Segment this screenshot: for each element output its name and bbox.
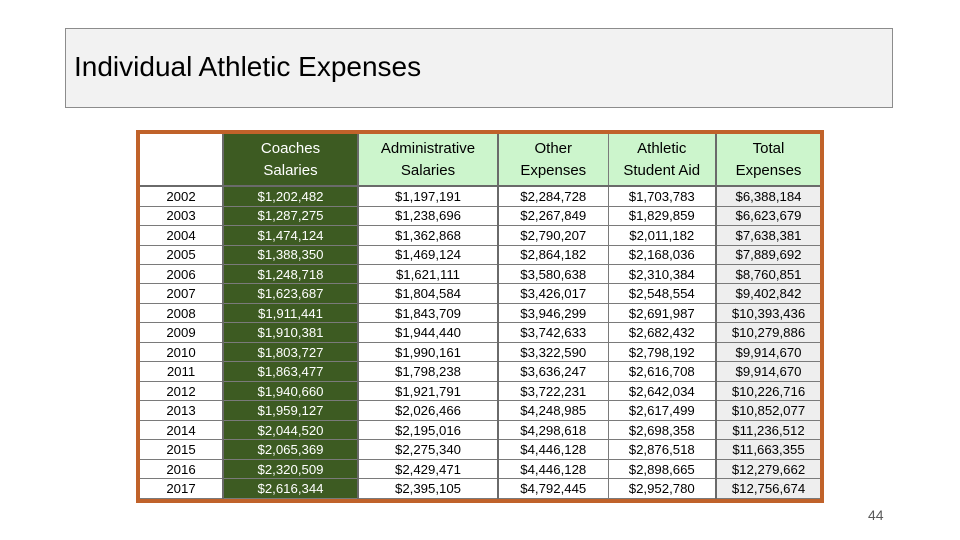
year-cell: 2007 (140, 284, 223, 303)
other-expenses-cell: $4,298,618 (498, 420, 608, 439)
athletic-student-aid-cell: $2,642,034 (608, 381, 716, 400)
administrative-salaries-cell: $1,469,124 (358, 245, 498, 264)
athletic-student-aid-cell: $2,698,358 (608, 420, 716, 439)
other-expenses-cell: $3,722,231 (498, 381, 608, 400)
header-coaches-line1: Coaches (260, 139, 321, 157)
other-expenses-cell: $2,864,182 (498, 245, 608, 264)
year-cell: 2005 (140, 245, 223, 264)
other-expenses-cell: $3,636,247 (498, 362, 608, 381)
athletic-student-aid-cell: $2,617,499 (608, 401, 716, 420)
total-expenses-cell: $6,388,184 (716, 186, 820, 206)
other-expenses-cell: $2,790,207 (498, 226, 608, 245)
athletic-student-aid-cell: $2,548,554 (608, 284, 716, 303)
other-expenses-cell: $3,322,590 (498, 342, 608, 361)
administrative-salaries-cell: $2,395,105 (358, 479, 498, 499)
total-expenses-cell: $9,914,670 (716, 342, 820, 361)
coaches-salaries-cell: $1,910,381 (223, 323, 358, 342)
header-aid-line1: Athletic (637, 139, 687, 157)
table-row (140, 420, 820, 439)
administrative-salaries-cell: $2,195,016 (358, 420, 498, 439)
administrative-salaries-cell: $1,843,709 (358, 303, 498, 322)
other-expenses-cell: $3,946,299 (498, 303, 608, 322)
table-row (140, 381, 820, 400)
table-row (140, 186, 820, 206)
table-body (140, 186, 820, 499)
athletic-student-aid-cell: $1,703,783 (608, 186, 716, 206)
coaches-salaries-cell: $2,320,509 (223, 459, 358, 478)
year-cell: 2008 (140, 303, 223, 322)
coaches-salaries-cell: $2,044,520 (223, 420, 358, 439)
header-coaches-line2: Salaries (263, 161, 318, 179)
header-administrative-salaries (358, 134, 498, 186)
header-year (140, 134, 223, 186)
table-row (140, 401, 820, 420)
athletic-student-aid-cell: $2,310,384 (608, 264, 716, 283)
title-box (65, 28, 893, 108)
administrative-salaries-cell: $1,798,238 (358, 362, 498, 381)
header-other-line1: Other (534, 139, 572, 157)
total-expenses-cell: $9,402,842 (716, 284, 820, 303)
coaches-salaries-cell: $1,287,275 (223, 206, 358, 225)
other-expenses-cell: $2,267,849 (498, 206, 608, 225)
header-admin-line1: Administrative (380, 139, 476, 157)
athletic-student-aid-cell: $2,011,182 (608, 226, 716, 245)
athletic-student-aid-cell: $2,898,665 (608, 459, 716, 478)
total-expenses-cell: $9,914,670 (716, 362, 820, 381)
total-expenses-cell: $10,852,077 (716, 401, 820, 420)
header-other-line2: Expenses (520, 161, 587, 179)
total-expenses-cell: $10,393,436 (716, 303, 820, 322)
athletic-student-aid-cell: $2,691,987 (608, 303, 716, 322)
table-row (140, 226, 820, 245)
year-cell: 2012 (140, 381, 223, 400)
year-cell: 2006 (140, 264, 223, 283)
total-expenses-cell: $12,279,662 (716, 459, 820, 478)
other-expenses-cell: $3,426,017 (498, 284, 608, 303)
year-cell: 2015 (140, 440, 223, 459)
year-cell: 2003 (140, 206, 223, 225)
athletic-student-aid-cell: $2,952,780 (608, 479, 716, 499)
year-cell: 2002 (140, 186, 223, 206)
table-row (140, 245, 820, 264)
total-expenses-cell: $10,279,886 (716, 323, 820, 342)
athletic-student-aid-cell: $2,876,518 (608, 440, 716, 459)
table-row (140, 284, 820, 303)
header-total-line1: Total (752, 139, 785, 157)
total-expenses-cell: $7,889,692 (716, 245, 820, 264)
expenses-table (140, 134, 820, 499)
administrative-salaries-cell: $1,362,868 (358, 226, 498, 245)
other-expenses-cell: $2,284,728 (498, 186, 608, 206)
year-cell: 2017 (140, 479, 223, 499)
year-cell: 2011 (140, 362, 223, 381)
total-expenses-cell: $6,623,679 (716, 206, 820, 225)
year-cell: 2010 (140, 342, 223, 361)
coaches-salaries-cell: $1,803,727 (223, 342, 358, 361)
year-cell: 2013 (140, 401, 223, 420)
administrative-salaries-cell: $1,944,440 (358, 323, 498, 342)
coaches-salaries-cell: $2,065,369 (223, 440, 358, 459)
total-expenses-cell: $11,663,355 (716, 440, 820, 459)
year-cell: 2016 (140, 459, 223, 478)
total-expenses-cell: $7,638,381 (716, 226, 820, 245)
coaches-salaries-cell: $1,248,718 (223, 264, 358, 283)
other-expenses-cell: $4,248,985 (498, 401, 608, 420)
header-total-expenses (716, 134, 820, 186)
athletic-student-aid-cell: $2,616,708 (608, 362, 716, 381)
other-expenses-cell: $3,580,638 (498, 264, 608, 283)
table-row (140, 479, 820, 499)
total-expenses-cell: $11,236,512 (716, 420, 820, 439)
table-row (140, 264, 820, 283)
coaches-salaries-cell: $1,940,660 (223, 381, 358, 400)
athletic-student-aid-cell: $1,829,859 (608, 206, 716, 225)
administrative-salaries-cell: $2,026,466 (358, 401, 498, 420)
other-expenses-cell: $4,446,128 (498, 440, 608, 459)
administrative-salaries-cell: $1,621,111 (358, 264, 498, 283)
header-coaches-salaries (223, 134, 358, 186)
header-row (140, 134, 820, 186)
table-row (140, 323, 820, 342)
table-row (140, 206, 820, 225)
total-expenses-cell: $8,760,851 (716, 264, 820, 283)
athletic-student-aid-cell: $2,682,432 (608, 323, 716, 342)
table-row (140, 342, 820, 361)
other-expenses-cell: $4,446,128 (498, 459, 608, 478)
other-expenses-cell: $3,742,633 (498, 323, 608, 342)
other-expenses-cell: $4,792,445 (498, 479, 608, 499)
administrative-salaries-cell: $1,804,584 (358, 284, 498, 303)
header-aid-line2: Student Aid (623, 161, 701, 179)
administrative-salaries-cell: $1,990,161 (358, 342, 498, 361)
table-row (140, 440, 820, 459)
coaches-salaries-cell: $1,202,482 (223, 186, 358, 206)
administrative-salaries-cell: $2,275,340 (358, 440, 498, 459)
year-cell: 2014 (140, 420, 223, 439)
total-expenses-cell: $12,756,674 (716, 479, 820, 499)
athletic-student-aid-cell: $2,168,036 (608, 245, 716, 264)
coaches-salaries-cell: $1,623,687 (223, 284, 358, 303)
slide-title: Individual Athletic Expenses (74, 51, 422, 82)
coaches-salaries-cell: $1,388,350 (223, 245, 358, 264)
coaches-salaries-cell: $1,911,441 (223, 303, 358, 322)
year-cell: 2004 (140, 226, 223, 245)
total-expenses-cell: $10,226,716 (716, 381, 820, 400)
coaches-salaries-cell: $2,616,344 (223, 479, 358, 499)
athletic-student-aid-cell: $2,798,192 (608, 342, 716, 361)
header-athletic-student-aid (608, 134, 716, 186)
administrative-salaries-cell: $1,197,191 (358, 186, 498, 206)
header-total-line2: Expenses (735, 161, 802, 179)
coaches-salaries-cell: $1,863,477 (223, 362, 358, 381)
table-row (140, 303, 820, 322)
expenses-table-frame (136, 130, 824, 503)
table-row (140, 362, 820, 381)
page-number: 44 (868, 507, 884, 523)
coaches-salaries-cell: $1,474,124 (223, 226, 358, 245)
year-cell: 2009 (140, 323, 223, 342)
administrative-salaries-cell: $1,921,791 (358, 381, 498, 400)
table-row (140, 459, 820, 478)
coaches-salaries-cell: $1,959,127 (223, 401, 358, 420)
header-admin-line2: Salaries (400, 161, 456, 179)
administrative-salaries-cell: $2,429,471 (358, 459, 498, 478)
administrative-salaries-cell: $1,238,696 (358, 206, 498, 225)
header-other-expenses (498, 134, 608, 186)
